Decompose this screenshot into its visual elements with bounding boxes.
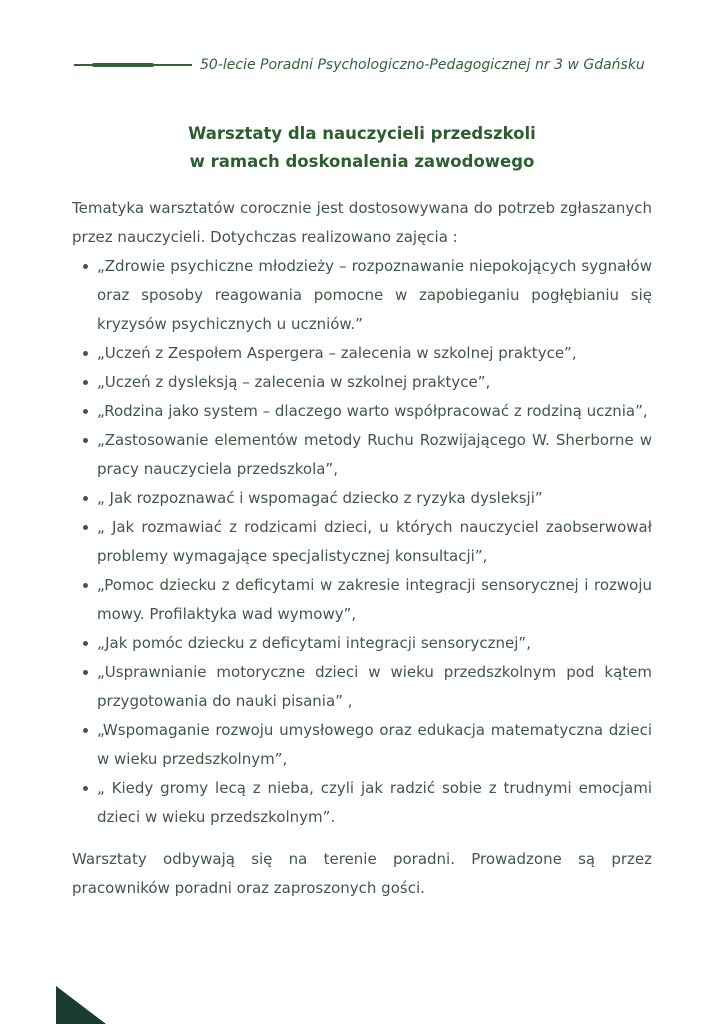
bullet-icon <box>83 438 88 443</box>
closing-paragraph: Warsztaty odbywają się na terenie poradni. Prowadzone są przez pracowników poradni oraz zaproszonych gości. <box>72 850 652 897</box>
document-title-line2: w ramach doskonalenia zawodowego <box>189 152 535 171</box>
list-item-text: „Zdrowie psychiczne młodzieży – rozpoznawanie niepokojących sygnałów oraz sposoby reagowania pomocne w zapobieganiu pogłębianiu się kryzysów psychicznych u uczniów.” <box>97 257 652 333</box>
list-item-text: „ Jak rozpoznawać i wspomagać dziecko z ryzyka dysleksji” <box>97 489 543 507</box>
list-item <box>72 716 652 774</box>
bullet-icon <box>83 728 88 733</box>
topics-list <box>72 252 652 832</box>
list-item-text: „Usprawnianie motoryczne dzieci w wieku przedszkolnym pod kątem przygotowania do nauki pisania” , <box>97 663 652 710</box>
list-item-text: „Jak pomóc dziecku z deficytami integracji sensorycznej”, <box>97 634 531 652</box>
list-item-text: „ Kiedy gromy lecą z nieba, czyli jak radzić sobie z trudnymi emocjami dzieci w wieku przedszkolnym”. <box>97 779 652 826</box>
list-item-text: „Pomoc dziecku z deficytami w zakresie integracji sensorycznej i rozwoju mowy. Profilaktyka wad wymowy”, <box>97 576 652 623</box>
list-item <box>72 629 652 658</box>
bullet-icon <box>83 670 88 675</box>
list-item <box>72 397 652 426</box>
list-item-text: „Rodzina jako system – dlaczego warto współpracować z rodziną ucznia”, <box>97 402 648 420</box>
header-rule-line <box>74 64 192 66</box>
list-item <box>72 571 652 629</box>
list-item <box>72 513 652 571</box>
corner-triangle-decoration <box>56 986 106 1024</box>
list-item <box>72 426 652 484</box>
list-item-text: „Wspomaganie rozwoju umysłowego oraz edukacja matematyczna dzieci w wieku przedszkolnym”, <box>97 721 652 768</box>
bullet-icon <box>83 525 88 530</box>
document-title-line1: Warsztaty dla nauczycieli przedszkoli <box>188 124 536 143</box>
bullet-icon <box>83 380 88 385</box>
bullet-icon <box>83 351 88 356</box>
list-item <box>72 658 652 716</box>
bullet-icon <box>83 583 88 588</box>
list-item <box>72 774 652 832</box>
bullet-icon <box>83 496 88 501</box>
list-item-text: „Uczeń z dysleksją – zalecenia w szkolnej praktyce”, <box>97 373 491 391</box>
bullet-icon <box>83 786 88 791</box>
list-item-text: „Uczeń z Zespołem Aspergera – zalecenia w szkolnej praktyce”, <box>97 344 577 362</box>
list-item-text: „Zastosowanie elementów metody Ruchu Rozwijającego W. Sherborne w pracy nauczyciela przedszkola”, <box>97 431 652 478</box>
list-item-text: „ Jak rozmawiać z rodzicami dzieci, u których nauczyciel zaobserwował problemy wymagające specjalistycznej konsultacji”, <box>97 518 652 565</box>
list-item <box>72 339 652 368</box>
bullet-icon <box>83 641 88 646</box>
list-item <box>72 252 652 339</box>
bullet-icon <box>83 409 88 414</box>
intro-paragraph: Tematyka warsztatów corocznie jest dostosowywana do potrzeb zgłaszanych przez nauczycieli. Dotychczas realizowano zajęcia : <box>72 199 652 246</box>
page-header <box>74 56 664 74</box>
list-item <box>72 484 652 513</box>
document-body <box>72 194 652 903</box>
header-title: 50-lecie Poradni Psychologiczno-Pedagogicznej nr 3 w Gdańsku <box>200 57 645 73</box>
document-title <box>72 120 652 176</box>
list-item <box>72 368 652 397</box>
bullet-icon <box>83 264 88 269</box>
